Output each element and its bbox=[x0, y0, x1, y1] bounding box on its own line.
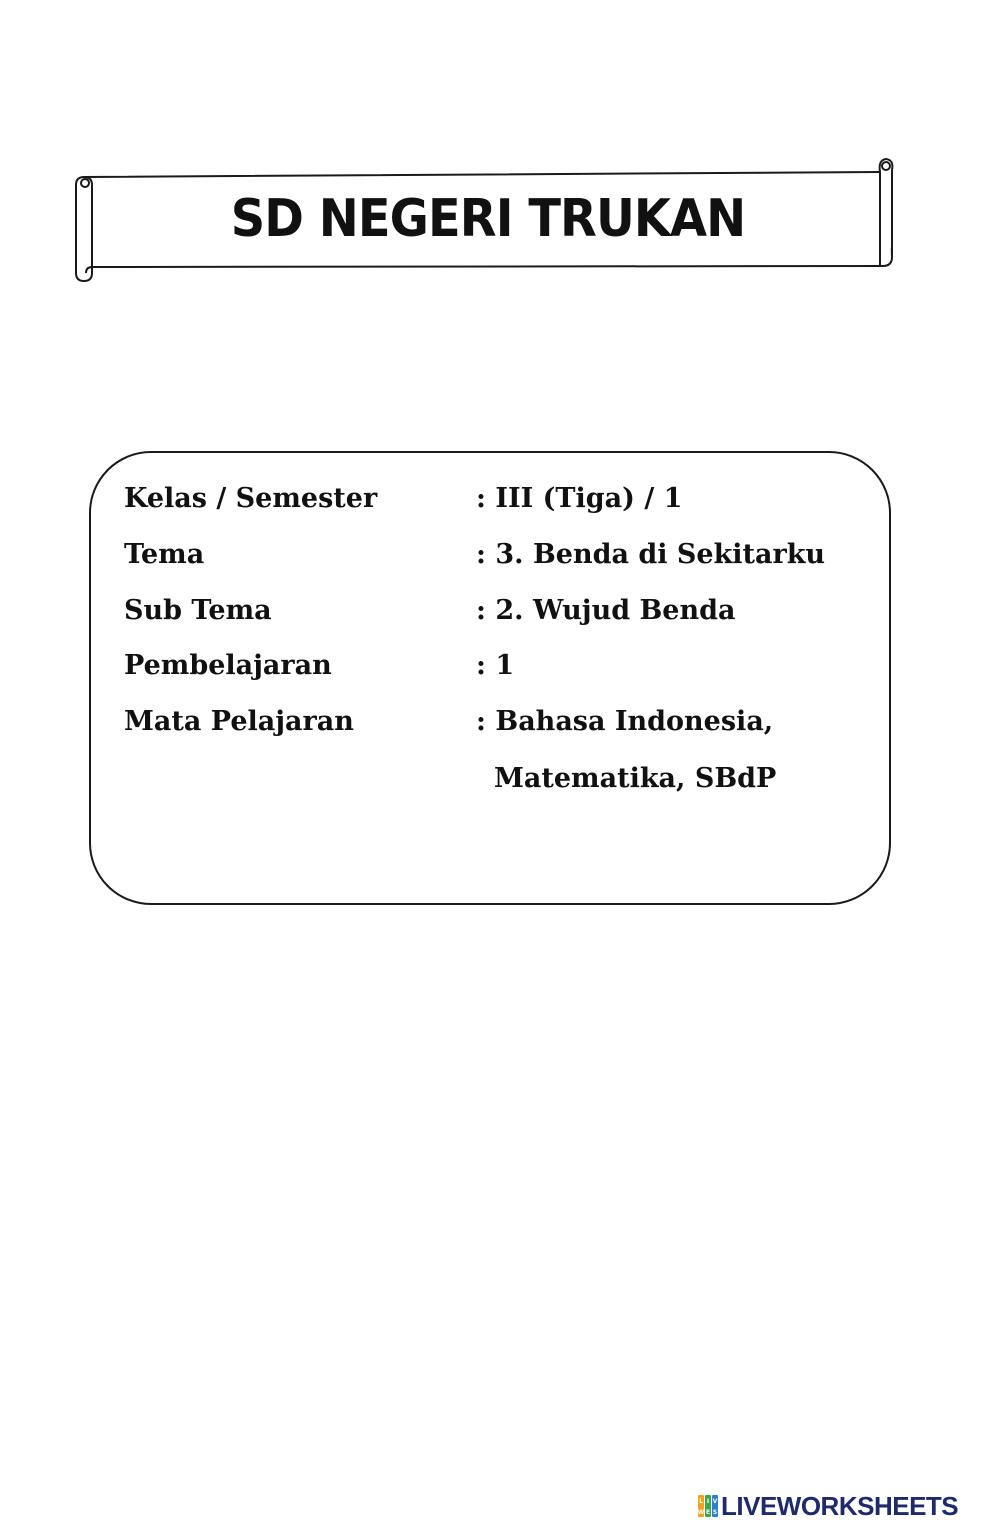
svg-text:L: L bbox=[699, 1498, 703, 1505]
info-value: : 2. Wujud Benda bbox=[476, 595, 736, 626]
svg-text:S: S bbox=[712, 1509, 718, 1516]
school-name-title: SD NEGERI TRUKAN bbox=[230, 189, 746, 249]
liveworksheets-logo-icon bbox=[697, 1494, 719, 1518]
info-label: Kelas / Semester bbox=[124, 483, 378, 514]
svg-text:I: I bbox=[706, 1498, 710, 1505]
info-value: : 3. Benda di Sekitarku bbox=[476, 539, 826, 570]
liveworksheets-brand-text: LIVEWORKSHEETS bbox=[721, 1490, 959, 1521]
liveworksheets-logo[interactable] bbox=[697, 1492, 958, 1520]
info-value: : 1 bbox=[476, 650, 515, 681]
info-value: Matematika, SBdP bbox=[494, 763, 777, 794]
info-label: Mata Pelajaran bbox=[124, 706, 354, 737]
info-value: : Bahasa Indonesia, bbox=[476, 706, 774, 737]
svg-text:E: E bbox=[705, 1509, 711, 1516]
info-label: Sub Tema bbox=[124, 595, 272, 626]
svg-text:V: V bbox=[712, 1498, 718, 1505]
svg-text:W: W bbox=[697, 1509, 705, 1516]
info-label: Tema bbox=[124, 539, 205, 570]
info-value: : III (Tiga) / 1 bbox=[476, 483, 683, 514]
info-label: Pembelajaran bbox=[124, 650, 332, 681]
